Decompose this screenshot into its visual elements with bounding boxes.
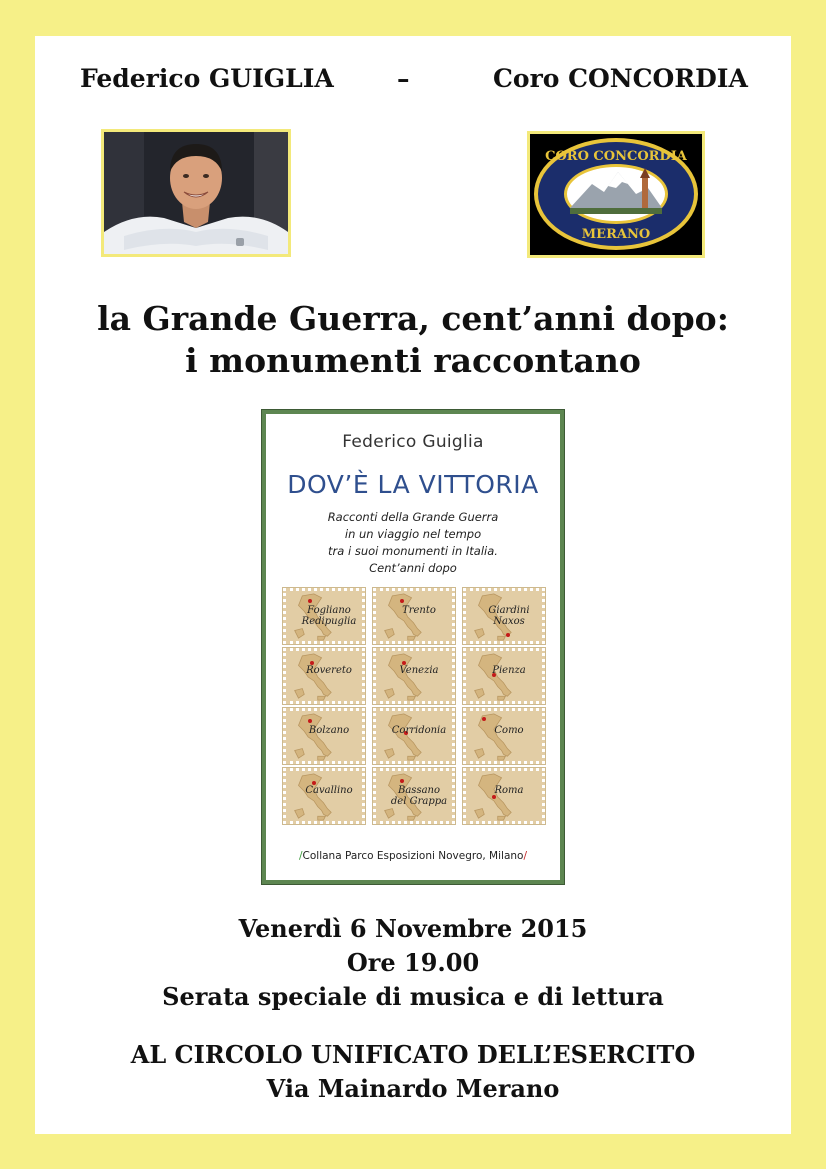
stamp-caption-line: Trento [402, 605, 436, 616]
stamp-caption-line: Giardini [488, 605, 530, 616]
stamp-caption-line: Pienza [492, 665, 526, 676]
event-details [35, 912, 791, 1014]
venue-name: AL CIRCOLO UNIFICATO DELL’ESERCITO [130, 1040, 696, 1069]
subtitle-line: Cent’anni dopo [369, 561, 457, 575]
author-name: Federico GUIGLIA [80, 64, 334, 93]
logo-top-text: CORO CONCORDIA [545, 149, 687, 164]
event-title [35, 298, 791, 382]
stamp-caption-line: Redipuglia [301, 616, 357, 627]
slash-red-icon: / [523, 850, 527, 862]
stamp [463, 588, 545, 644]
stamp-caption-line: Roma [494, 785, 524, 796]
header-separator: – [397, 64, 410, 93]
book-title: DOV’È LA VITTORIA [287, 470, 539, 499]
italy-map-icon [468, 712, 514, 762]
stamp-caption [478, 665, 540, 676]
book-subtitle [266, 509, 560, 577]
stamp [463, 648, 545, 704]
stamp-caption-line: Bolzano [308, 725, 350, 736]
stamp [373, 648, 455, 704]
subtitle-line: in un viaggio nel tempo [344, 527, 482, 541]
subtitle-line: Racconti della Grande Guerra [327, 510, 499, 524]
stamp-caption-line: Bassano [398, 785, 440, 796]
stamp [283, 708, 365, 764]
stamp [283, 588, 365, 644]
stamp-caption [298, 605, 360, 627]
stamp-caption-line: Corridonia [391, 725, 447, 736]
event-date: Venerdì 6 Novembre 2015 [238, 914, 588, 943]
stamp [463, 768, 545, 824]
stamp [373, 708, 455, 764]
choir-logo [527, 131, 705, 258]
italy-map-icon [378, 712, 424, 762]
stamp-caption [388, 605, 450, 616]
stamp-caption-line: Como [494, 725, 524, 736]
slash-green-icon: / [298, 850, 303, 862]
stamp-caption [388, 785, 450, 807]
book-cover [262, 410, 564, 884]
location-pin-icon [400, 599, 404, 603]
stamp-caption-line: del Grappa [390, 796, 448, 807]
stamp-caption-line: Fogliano [307, 605, 351, 616]
stamp-caption [388, 725, 450, 736]
portrait-image [104, 132, 288, 254]
location-pin-icon [400, 779, 404, 783]
venue-address: Via Mainardo Merano [266, 1074, 560, 1103]
book-series [266, 850, 560, 862]
stamp-caption-line: Naxos [493, 616, 525, 627]
italy-map-icon [288, 772, 334, 822]
stamp-caption-line: Rovereto [306, 665, 352, 676]
stamp-caption [298, 785, 360, 796]
logo-bottom-text: MERANO [581, 227, 651, 242]
title-line-2: i monumenti raccontano [185, 341, 641, 380]
series-label: Collana Parco Esposizioni Novegro, Milano [302, 850, 524, 862]
choir-name: Coro CONCORDIA [493, 64, 748, 93]
stamp-caption [478, 785, 540, 796]
subtitle-line: tra i suoi monumenti in Italia. [328, 544, 498, 558]
event-time: Ore 19.00 [346, 948, 480, 977]
stamp-caption [388, 665, 450, 676]
location-pin-icon [308, 599, 312, 603]
event-description: Serata speciale di musica e di lettura [162, 982, 664, 1011]
stamp-caption-line: Cavallino [305, 785, 353, 796]
stamp-caption [298, 665, 360, 676]
stamp-caption [478, 725, 540, 736]
stamp-grid [283, 588, 547, 824]
stamp [373, 768, 455, 824]
stamp-caption [298, 725, 360, 736]
book-author: Federico Guiglia [342, 432, 484, 452]
italy-map-icon [468, 772, 514, 822]
flyer-page [35, 36, 791, 1134]
location-pin-icon [506, 633, 510, 637]
title-line-1: la Grande Guerra, cent’anni dopo: [97, 299, 729, 338]
stamp [373, 588, 455, 644]
event-venue [35, 1038, 791, 1106]
author-photo [101, 129, 291, 257]
stamp [283, 648, 365, 704]
location-pin-icon [482, 717, 486, 721]
choir-emblem [530, 134, 702, 255]
location-pin-icon [308, 719, 312, 723]
stamp [283, 768, 365, 824]
italy-map-icon [468, 652, 514, 702]
stamp-caption [478, 605, 540, 627]
stamp [463, 708, 545, 764]
stamp-caption-line: Venezia [399, 665, 439, 676]
header [35, 64, 791, 104]
italy-map-icon [288, 652, 334, 702]
italy-map-icon [378, 652, 424, 702]
